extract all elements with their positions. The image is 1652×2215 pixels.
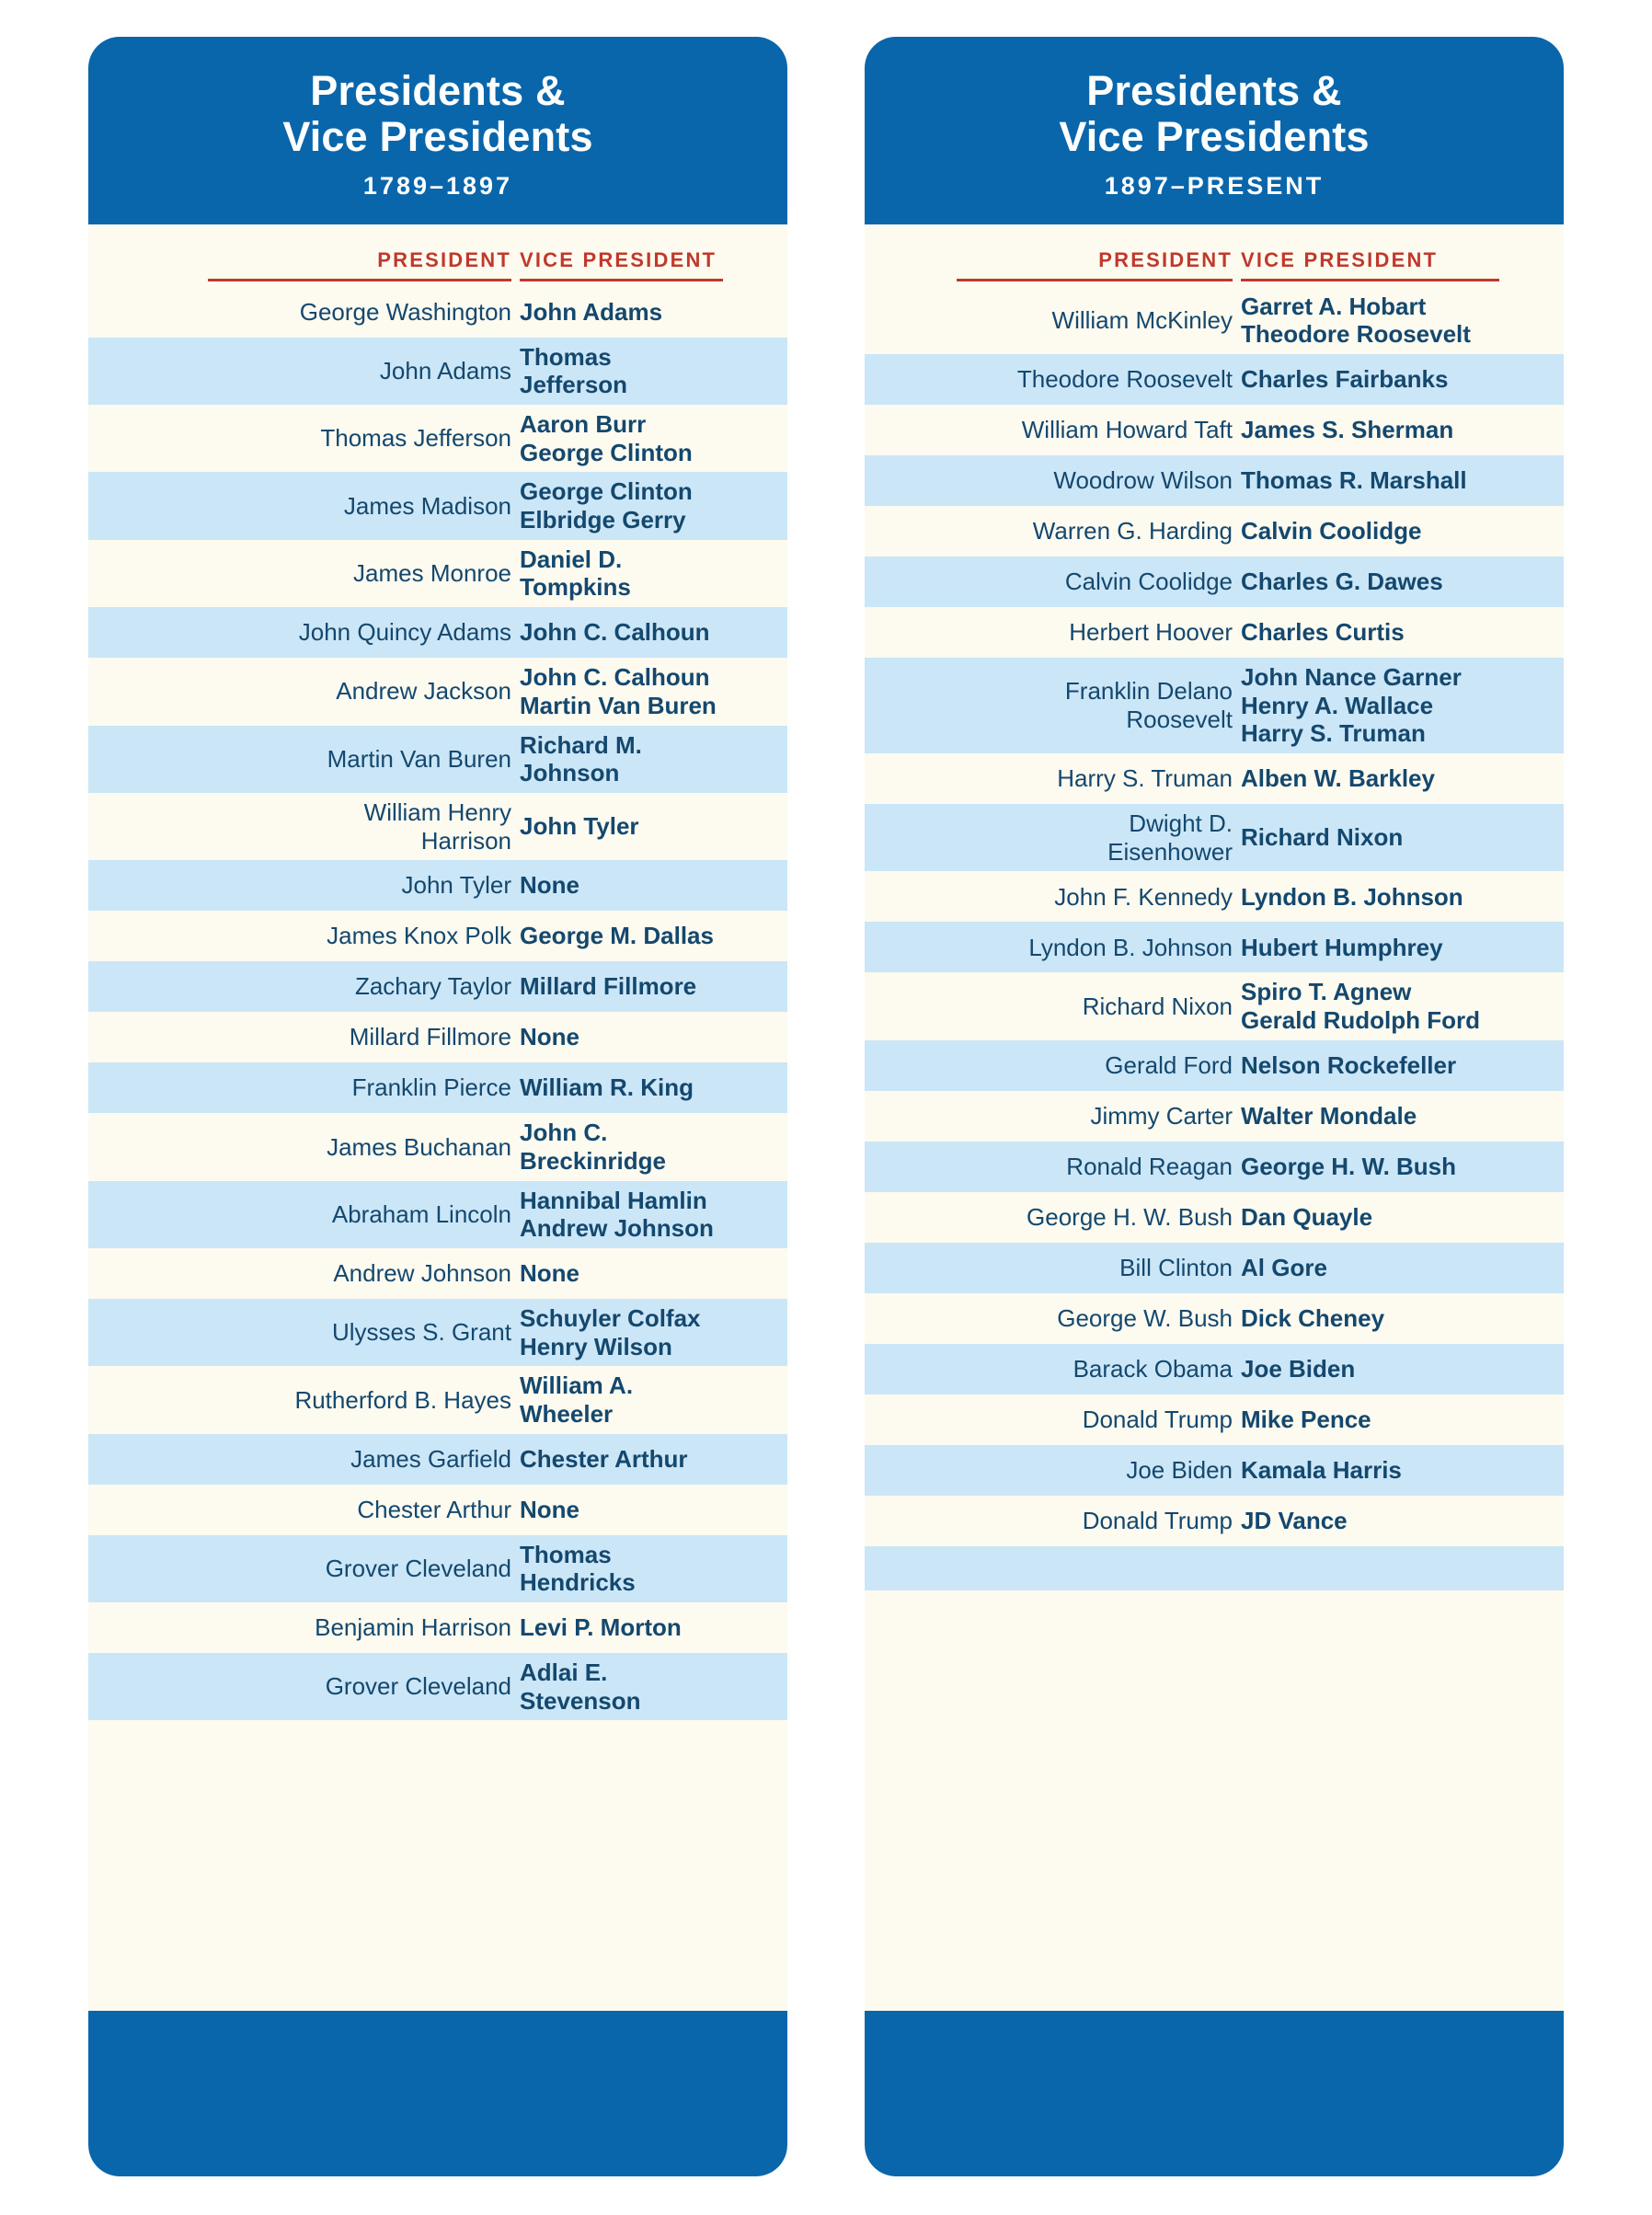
card-title-line-1: Presidents & xyxy=(310,67,566,114)
table-row xyxy=(88,860,787,911)
president-cell: Jimmy Carter xyxy=(1090,1101,1233,1130)
table-row xyxy=(88,1012,787,1062)
president-cell: Calvin Coolidge xyxy=(1064,568,1233,596)
president-cell: Franklin Delano Roosevelt xyxy=(1064,677,1233,734)
president-cell: James Madison xyxy=(343,491,511,520)
table-row xyxy=(865,1243,1564,1293)
table-row xyxy=(88,472,787,539)
table-row xyxy=(865,871,1564,922)
table-row xyxy=(88,1113,787,1180)
vice-president-cell: George Clinton Elbridge Gerry xyxy=(520,477,693,534)
card-1789-1897 xyxy=(88,37,787,2176)
table-row xyxy=(865,1293,1564,1344)
column-headers xyxy=(88,224,787,287)
president-cell: Gerald Ford xyxy=(1105,1050,1233,1079)
president-cell: Ronald Reagan xyxy=(1066,1152,1233,1180)
vice-president-cell: Chester Arthur xyxy=(520,1444,688,1473)
table-row xyxy=(865,922,1564,972)
table-row xyxy=(865,287,1564,354)
vice-president-cell: None xyxy=(520,871,579,900)
vice-president-cell: Nelson Rockefeller xyxy=(1241,1050,1457,1079)
president-cell: Grover Cleveland xyxy=(325,1672,511,1701)
vice-president-cell: Hubert Humphrey xyxy=(1241,933,1443,961)
table-row xyxy=(865,1590,1564,1635)
vice-president-cell: Calvin Coolidge xyxy=(1241,517,1422,545)
table-row xyxy=(865,658,1564,753)
card-subtitle: 1897–PRESENT xyxy=(1104,171,1325,200)
vice-president-cell: Joe Biden xyxy=(1241,1354,1356,1383)
table-row xyxy=(865,1040,1564,1091)
table-row xyxy=(88,1535,787,1602)
president-cell: Zachary Taylor xyxy=(354,972,511,1001)
president-cell: Andrew Jackson xyxy=(336,677,511,706)
table-row xyxy=(88,793,787,860)
card-header xyxy=(865,37,1564,224)
president-cell: Thomas Jefferson xyxy=(320,424,511,453)
president-cell: Abraham Lincoln xyxy=(331,1199,511,1228)
vice-president-cell: JD Vance xyxy=(1241,1506,1348,1534)
vice-president-cell: Levi P. Morton xyxy=(520,1613,682,1642)
vice-president-cell: John Adams xyxy=(520,297,663,326)
table-wrapper xyxy=(865,224,1564,2011)
table-row xyxy=(88,1434,787,1485)
vice-president-cell: Dan Quayle xyxy=(1241,1202,1373,1231)
president-cell: John Tyler xyxy=(401,871,511,900)
card-1897-present xyxy=(865,37,1564,2176)
president-cell: Benjamin Harrison xyxy=(315,1613,511,1642)
column-header-president: PRESIDENT xyxy=(208,248,511,281)
table-row xyxy=(88,405,787,472)
president-cell: Woodrow Wilson xyxy=(1053,466,1233,495)
president-cell: Herbert Hoover xyxy=(1069,618,1233,647)
table-row xyxy=(88,1366,787,1433)
vice-president-cell: Lyndon B. Johnson xyxy=(1241,882,1463,911)
table-row xyxy=(88,338,787,405)
table-rows xyxy=(865,287,1564,1635)
vice-president-cell: None xyxy=(520,1259,579,1288)
table-row xyxy=(865,1344,1564,1394)
president-cell: Franklin Pierce xyxy=(351,1073,511,1102)
card-header xyxy=(88,37,787,224)
vice-president-cell: Kamala Harris xyxy=(1241,1455,1402,1484)
card-footer xyxy=(88,2011,787,2176)
president-cell: Andrew Johnson xyxy=(333,1259,511,1288)
president-cell: Theodore Roosevelt xyxy=(1016,365,1233,394)
column-header-vice-president: VICE PRESIDENT xyxy=(1241,248,1499,281)
vice-president-cell: Millard Fillmore xyxy=(520,972,697,1001)
president-cell: William McKinley xyxy=(1051,306,1233,335)
vice-president-cell: James S. Sherman xyxy=(1241,416,1454,444)
vice-president-cell: Spiro T. Agnew Gerald Rudolph Ford xyxy=(1241,978,1480,1035)
vice-president-cell: John Nance Garner Henry A. Wallace Harry S. Truman xyxy=(1241,663,1462,748)
table-row xyxy=(88,287,787,338)
vice-president-cell: Walter Mondale xyxy=(1241,1101,1417,1130)
table-row xyxy=(865,1091,1564,1142)
vice-president-cell: Garret A. Hobart Theodore Roosevelt xyxy=(1241,292,1471,349)
table-row xyxy=(88,961,787,1012)
vice-president-cell: Schuyler Colfax Henry Wilson xyxy=(520,1303,701,1360)
table-row xyxy=(88,1299,787,1366)
president-cell: Harry S. Truman xyxy=(1057,764,1233,793)
vice-president-cell: Alben W. Barkley xyxy=(1241,764,1435,793)
president-cell: James Monroe xyxy=(353,559,511,588)
card-title-line-1: Presidents & xyxy=(1086,67,1342,114)
card-title xyxy=(883,68,1545,161)
table-rows xyxy=(88,287,787,1720)
vice-president-cell: William A. Wheeler xyxy=(520,1371,634,1428)
president-cell: Bill Clinton xyxy=(1119,1253,1233,1281)
president-cell: Donald Trump xyxy=(1082,1506,1233,1534)
table-wrapper xyxy=(88,224,787,2011)
president-cell: William Howard Taft xyxy=(1021,416,1233,444)
vice-president-cell: Mike Pence xyxy=(1241,1405,1371,1433)
card-title-line-2: Vice Presidents xyxy=(282,113,593,161)
table-row xyxy=(865,354,1564,405)
table-row xyxy=(865,753,1564,804)
vice-president-cell: Al Gore xyxy=(1241,1253,1327,1281)
vice-president-cell: Thomas Jefferson xyxy=(520,342,628,399)
vice-president-cell: Thomas R. Marshall xyxy=(1241,466,1467,495)
vice-president-cell: John C. Calhoun xyxy=(520,618,710,647)
president-cell: Grover Cleveland xyxy=(325,1554,511,1582)
column-header-vice-president: VICE PRESIDENT xyxy=(520,248,723,281)
table-row xyxy=(865,607,1564,658)
column-headers xyxy=(865,224,1564,287)
vice-president-cell: Hannibal Hamlin Andrew Johnson xyxy=(520,1186,714,1243)
table-row xyxy=(88,658,787,725)
president-cell: Joe Biden xyxy=(1126,1455,1233,1484)
president-cell: John F. Kennedy xyxy=(1054,882,1233,911)
table-row xyxy=(865,455,1564,506)
table-row xyxy=(865,804,1564,871)
card-title-line-2: Vice Presidents xyxy=(1059,113,1370,161)
table-row xyxy=(88,1602,787,1653)
president-cell: George H. W. Bush xyxy=(1027,1202,1233,1231)
president-cell: Richard Nixon xyxy=(1082,992,1233,1020)
president-cell: Dwight D. Eisenhower xyxy=(1107,809,1233,866)
table-row xyxy=(865,557,1564,607)
vice-president-cell: Aaron Burr George Clinton xyxy=(520,410,693,466)
card-footer xyxy=(865,2011,1564,2176)
vice-president-cell: William R. King xyxy=(520,1073,694,1102)
vice-president-cell: John Tyler xyxy=(520,812,639,841)
card-title xyxy=(107,68,769,161)
president-cell: James Knox Polk xyxy=(327,922,511,950)
president-cell: John Quincy Adams xyxy=(298,618,511,647)
president-cell: George W. Bush xyxy=(1057,1303,1233,1332)
card-subtitle: 1789–1897 xyxy=(362,171,513,200)
table-row xyxy=(88,1181,787,1248)
president-cell: George Washington xyxy=(299,297,511,326)
column-header-president: PRESIDENT xyxy=(957,248,1233,281)
president-cell: Chester Arthur xyxy=(357,1495,511,1523)
vice-president-cell: John C. Breckinridge xyxy=(520,1119,666,1175)
vice-president-cell: Daniel D. Tompkins xyxy=(520,545,631,602)
president-cell: Millard Fillmore xyxy=(349,1023,511,1051)
vice-president-cell: Charles Fairbanks xyxy=(1241,365,1449,394)
president-cell: Rutherford B. Hayes xyxy=(294,1385,511,1414)
table-row xyxy=(88,540,787,607)
president-cell: Ulysses S. Grant xyxy=(331,1318,511,1347)
table-row xyxy=(865,1394,1564,1445)
table-row xyxy=(865,1546,1564,1590)
table-row xyxy=(865,405,1564,455)
vice-president-cell: Dick Cheney xyxy=(1241,1303,1385,1332)
table-row xyxy=(865,1496,1564,1546)
vice-president-cell: Charles Curtis xyxy=(1241,618,1405,647)
vice-president-cell: George M. Dallas xyxy=(520,922,714,950)
vice-president-cell: None xyxy=(520,1023,579,1051)
table-row xyxy=(88,911,787,961)
vice-president-cell: Adlai E. Stevenson xyxy=(520,1658,641,1715)
president-cell: James Buchanan xyxy=(327,1132,511,1161)
president-cell: Barack Obama xyxy=(1073,1354,1233,1383)
table-row xyxy=(865,1445,1564,1496)
table-row xyxy=(88,1062,787,1113)
president-cell: Martin Van Buren xyxy=(327,744,511,773)
vice-president-cell: Charles G. Dawes xyxy=(1241,568,1443,596)
president-cell: William Henry Harrison xyxy=(363,798,511,855)
vice-president-cell: None xyxy=(520,1495,579,1523)
table-row xyxy=(865,1192,1564,1243)
vice-president-cell: George H. W. Bush xyxy=(1241,1152,1457,1180)
vice-president-cell: Richard M. Johnson xyxy=(520,730,642,787)
president-cell: John Adams xyxy=(379,357,511,385)
president-cell: Warren G. Harding xyxy=(1032,517,1233,545)
table-row xyxy=(88,1653,787,1720)
president-cell: Lyndon B. Johnson xyxy=(1028,933,1233,961)
table-row xyxy=(88,1485,787,1535)
table-row xyxy=(865,506,1564,557)
table-row xyxy=(88,1248,787,1299)
vice-president-cell: John C. Calhoun Martin Van Buren xyxy=(520,663,717,719)
vice-president-cell: Thomas Hendricks xyxy=(520,1540,636,1597)
table-row xyxy=(865,1142,1564,1192)
table-row xyxy=(865,972,1564,1039)
vice-president-cell: Richard Nixon xyxy=(1241,823,1404,852)
table-row xyxy=(88,726,787,793)
president-cell: Donald Trump xyxy=(1082,1405,1233,1433)
table-row xyxy=(88,607,787,658)
president-cell: James Garfield xyxy=(350,1444,511,1473)
